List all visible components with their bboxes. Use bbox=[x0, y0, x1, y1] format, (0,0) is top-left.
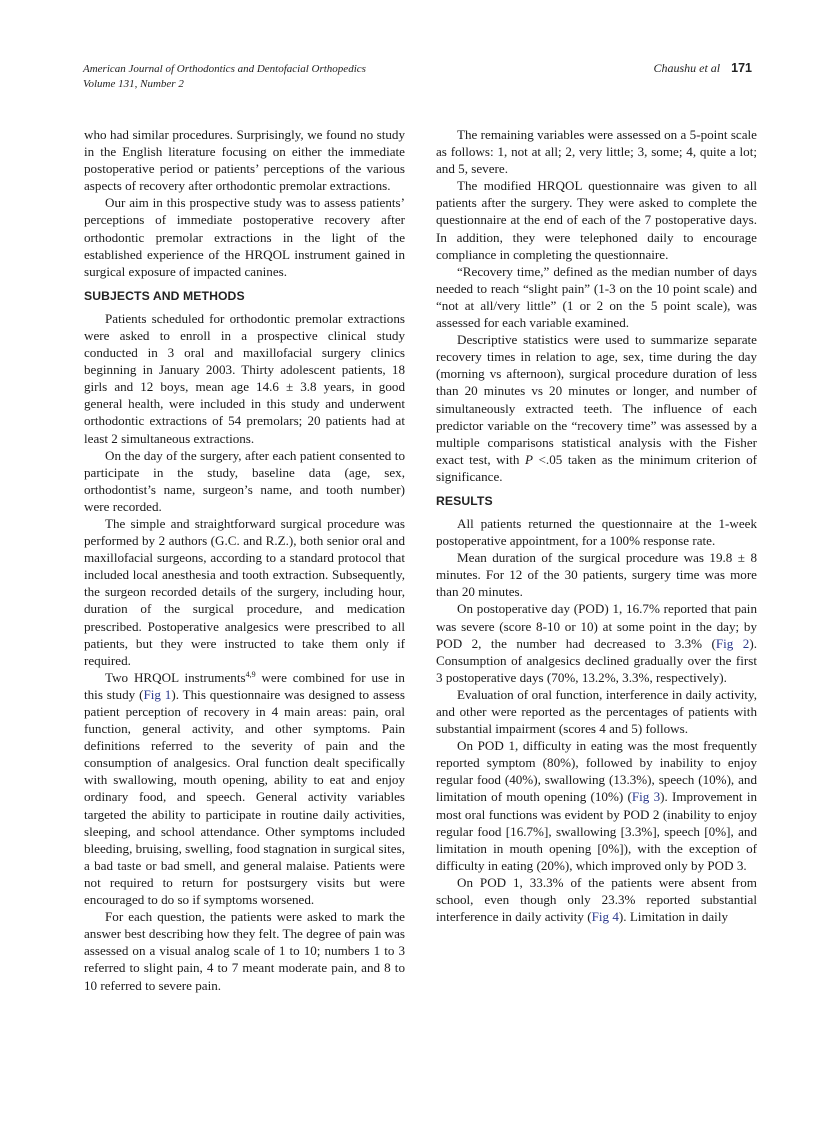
journal-title: American Journal of Orthodontics and Dentofacial Orthopedics bbox=[83, 63, 366, 75]
text-run: were combined for use in this study ( bbox=[84, 669, 405, 702]
paragraph: The remaining variables were assessed on a 5-point scale as follows: 1, not at all; 2, very little; 3, some; 4, quite a lot; and 5, severe. bbox=[436, 127, 757, 177]
page-number: 171 bbox=[731, 61, 752, 75]
figure-link-fig1[interactable]: Fig 1 bbox=[143, 686, 172, 702]
paragraph bbox=[436, 331, 757, 485]
text-run: Two HRQOL instruments bbox=[105, 669, 246, 685]
figure-link-fig4[interactable]: Fig 4 bbox=[591, 909, 619, 925]
text-run: ). Improvement in most oral functions was evident by POD 2 (inability to enjoy regular food [16.7%], swallowing [3.3%], speech [0%], and limitation in mouth opening [0%]), with the exception of difficulty in eating (20%), which improved only by POD 3. bbox=[436, 789, 757, 873]
paragraph: For each question, the patients were asked to mark the answer best describing how they felt. The degree of pain was assessed on a visual analog scale of 1 to 10; numbers 1 to 3 referred to slight pain, 4 to 7 meant moderate pain, and 8 to 10 referred to severe pain. bbox=[84, 909, 405, 993]
text-run: Descriptive statistics were used to summarize separate recovery times in relation to age, sex, time during the day (morning vs afternoon), surgical procedure duration of less than 20 minutes vs 20 minutes or longer, and number of simultaneously extracted teeth. The influence of each predictor variable on the “recovery time” was assessed by a multiple comparisons statistical analysis with the Fisher exact test, with bbox=[436, 332, 757, 467]
paragraph: who had similar procedures. Surprisingly, we found no study in the English literature focusing on either the immediate postoperative period or patients’ perceptions of the various aspects of recovery after orthodontic premolar extractions. bbox=[84, 127, 405, 194]
figure-link-fig2[interactable]: Fig 2 bbox=[715, 635, 750, 651]
paragraph bbox=[436, 737, 757, 874]
paragraph bbox=[436, 874, 757, 925]
paragraph: Mean duration of the surgical procedure was 19.8 ± 8 minutes. For 12 of the 30 patients, surgery time was more than 20 minutes. bbox=[436, 550, 757, 600]
text-run: ). This questionnaire was designed to assess patient perception of recovery in 4 main areas: pain, oral function, general activity, and other symptoms. Pain definitions referred to the severity of pain and the consumption of analgesics. Oral function dealt specifically with swallowing, mouth opening, ability to eat and enjoy ordinary food, and speech. General activity variables targeted the ability to participate in routine daily activities, sleeping, and school attendance. Other symptoms included bleeding, bruising, swelling, food stagnation in surgical sites, a bad taste or bad smell, and general malaise. Patients were not required to return for postsurgery visits but were encouraged to do so if symptoms worsened. bbox=[84, 686, 405, 908]
p-value-symbol: P bbox=[525, 451, 533, 467]
paragraph: All patients returned the questionnaire at the 1-week postoperative appointment, for a 100% response rate. bbox=[436, 515, 757, 549]
journal-volume: Volume 131, Number 2 bbox=[83, 78, 184, 90]
text-run: <.05 taken as the minimum criterion of significance. bbox=[436, 451, 757, 484]
reference-citation[interactable]: 4,9 bbox=[245, 669, 256, 679]
section-heading-results: RESULTS bbox=[436, 493, 493, 508]
paragraph bbox=[84, 669, 405, 908]
figure-link-fig3[interactable]: Fig 3 bbox=[631, 789, 661, 805]
author-names: Chaushu et al bbox=[653, 61, 721, 75]
text-run: On POD 1, difficulty in eating was the most frequently reported symptom (80%), followed by inability to enjoy regular food (40%), swallowing (13.3%), speech (10%), and limitation of mouth opening (10%) ( bbox=[436, 738, 757, 805]
text-run: ). Consumption of analgesics declined gradually over the first 3 postoperative days (70%, 13.2%, 3.3%, respectively). bbox=[436, 635, 757, 685]
paragraph: The simple and straightforward surgical procedure was performed by 2 authors (G.C. and R.Z.), both senior oral and maxillofacial surgeons, according to a standard protocol that included local anesthesia and tooth extraction. Subsequently, the surgeon recorded details of the surgery, including hour, duration of the surgical procedure, and medication prescribed. Postoperative analgesics were prescribed to all patients, but they were instructed to take them only if required. bbox=[84, 515, 405, 668]
text-run: ). Limitation in daily bbox=[618, 909, 729, 925]
right-column bbox=[436, 126, 757, 925]
section-heading-methods: SUBJECTS AND METHODS bbox=[84, 288, 245, 303]
paragraph: Patients scheduled for orthodontic premolar extractions were asked to enroll in a prospective clinical study conducted in 3 oral and maxillofacial surgery clinics beginning in January 2003. Thirty adolescent patients, 18 girls and 12 boys, mean age 14.6 ± 3.8 years, in good general health, were included in this study and underwent orthodontic extractions of 54 premolars; 20 patients had at least 2 simultaneous extractions. bbox=[84, 310, 405, 446]
running-header-journal bbox=[83, 62, 366, 92]
paragraph: On the day of the surgery, after each patient consented to participate in the study, baseline data (age, sex, orthodontist’s name, surgeon’s name, and tooth number) were recorded. bbox=[84, 447, 405, 514]
paragraph: Evaluation of oral function, interference in daily activity, and other were reported as the percentages of patients with substantial impairment (scores 4 and 5) follows. bbox=[436, 686, 757, 737]
running-header-author bbox=[653, 61, 752, 76]
text-run: On postoperative day (POD) 1, 16.7% reported that pain was severe (score 8-10 or 10) at some point in the day; by POD 2, the number had decreased to 3.3% ( bbox=[436, 601, 757, 651]
paragraph: The modified HRQOL questionnaire was given to all patients after the surgery. They were asked to complete the questionnaire at the end of each of the 7 postoperative days. In addition, they were telephoned daily to encourage compliance in completing the questionnaire. bbox=[436, 178, 757, 262]
text-run: On POD 1, 33.3% of the patients were absent from school, even though only 23.3% reported substantial interference in daily activity ( bbox=[436, 874, 757, 925]
paragraph: Our aim in this prospective study was to assess patients’ perceptions of immediate postoperative recovery after orthodontic premolar extractions in the light of the established experience of the HRQOL instrument gained in surgical exposure of impacted canines. bbox=[84, 195, 405, 279]
paragraph: “Recovery time,” defined as the median number of days needed to reach “slight pain” (1-3 on the 10 point scale) and “not at all/very little” (1 or 2 on the 5 point scale), was assessed for each variable examined. bbox=[436, 263, 757, 331]
paragraph bbox=[436, 600, 757, 685]
left-column bbox=[84, 126, 405, 994]
